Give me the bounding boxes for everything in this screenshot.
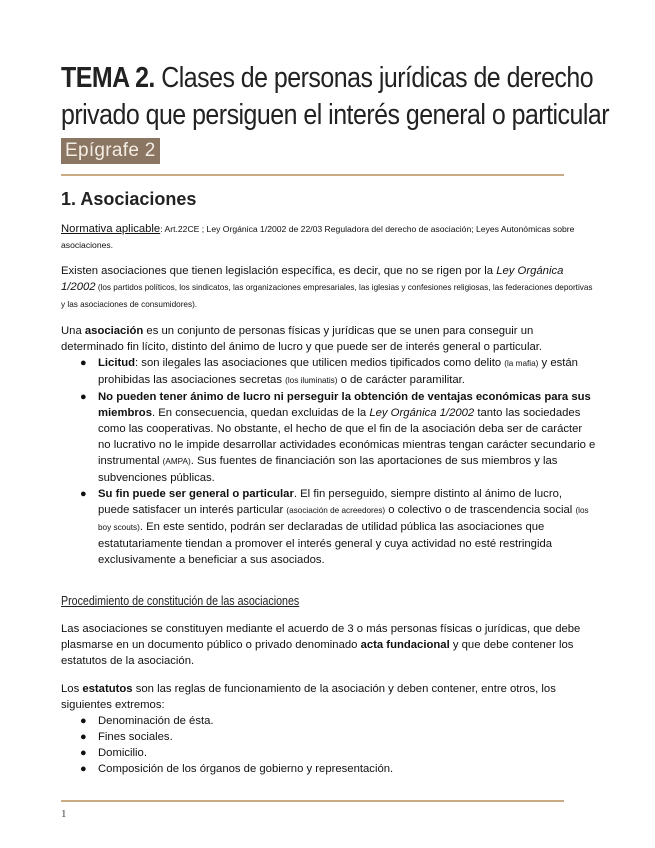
bullet-icon: ● — [80, 763, 87, 775]
paragraph-constitucion — [61, 621, 596, 669]
proc-p2-text-c: son las reglas de funcionamiento de la asociación y deben contener, entre otros, los siguientes extremos: — [61, 683, 556, 711]
bullet-icon: ● — [80, 731, 87, 743]
p1-small: (los partidos políticos, los sindicatos, las organizaciones empresariales, las iglesias y confesiones religiosas, las federaciones deportivas y las asociaciones de consumidores). — [61, 283, 593, 309]
proc-p2-term: estatutos — [82, 683, 133, 695]
item-text: tanto las sociedades como las cooperativas. No obstante, el hecho de que el fin de la asociación deba ser de carácter no lucrativo no le impide desarrollar actividades económicas mientras tengan carácter secundario e instrumental — [98, 407, 596, 467]
page-title — [61, 60, 610, 134]
footer-divider — [61, 800, 564, 802]
page-number: 1 — [61, 808, 67, 820]
epigrafe-badge: Epígrafe 2 — [61, 138, 160, 164]
estatutos-list — [61, 713, 596, 777]
item-small: (los boy scouts) — [98, 506, 589, 532]
item-text: . En consecuencia, quedan excluidas de la — [152, 407, 370, 419]
paragraph-definicion — [61, 323, 596, 355]
normativa-paragraph — [61, 221, 596, 253]
subsection-heading-procedimiento: Procedimiento de constitución de las asociaciones — [61, 593, 300, 608]
item-text: . Sus fuentes de financiación son las aportaciones de sus miembros y las subvenciones públicas. — [98, 455, 558, 484]
list-item — [61, 713, 596, 729]
p1-law: Ley Orgánica 1/2002 — [61, 265, 564, 293]
list-item — [61, 355, 596, 389]
list-item — [61, 389, 596, 486]
section-heading-asociaciones: 1. Asociaciones — [61, 189, 197, 209]
proc-p1-text: Las asociaciones se constituyen mediante el acuerdo de 3 o más personas físicas o jurídicas, que debe plasmarse en un documento público o privado denominado — [61, 623, 581, 651]
p2-text-c: es un conjunto de personas físicas y jurídicas que se unen para conseguir un determinado fin lícito, distinto del ánimo de lucro y que puede ser de interés general o particular. — [61, 325, 543, 353]
list-item — [61, 486, 596, 568]
title-rest: Clases de personas jurídicas de derecho — [154, 62, 594, 94]
list-item — [61, 761, 596, 777]
item-bold: Su fin puede ser general o particular — [98, 488, 294, 500]
list-item-text: Fines sociales. — [98, 731, 173, 743]
paragraph-estatutos — [61, 681, 596, 713]
title-bold: TEMA 2. — [61, 62, 155, 94]
bullet-icon: ● — [80, 357, 87, 369]
item-text: . En este sentido, podrán ser declaradas de utilidad pública las asociaciones que estatutariamente tiendan a promover el interés general y cuya actividad no esté restringida exclusivamente a beneficiar a sus asociados. — [98, 521, 553, 566]
paragraph-legislacion — [61, 263, 596, 313]
list-item-text: Domicilio. — [98, 747, 147, 759]
list-item-text: Composición de los órganos de gobierno y representación. — [98, 763, 394, 775]
list-item — [61, 745, 596, 761]
p2-text-a: Una — [61, 325, 85, 337]
bullet-icon: ● — [80, 715, 87, 727]
bullet-icon: ● — [80, 747, 87, 759]
characteristics-list — [61, 355, 596, 568]
item-text: : son ilegales las asociaciones que utilicen medios tipificados como delito — [135, 357, 505, 369]
proc-p1-text-c: y que debe contener los estatutos de la asociación. — [61, 639, 574, 667]
item-small: (AMPA) — [162, 457, 191, 466]
item-text: o colectivo o de trascendencia social — [385, 504, 576, 516]
item-small: (asociación de acreedores) — [286, 506, 386, 515]
p2-term: asociación — [84, 325, 144, 337]
item-text: o de carácter paramilitar. — [337, 374, 465, 386]
item-small: (la mafia) — [504, 359, 539, 368]
header-divider — [61, 174, 564, 176]
p1-text: Existen asociaciones que tienen legislación específica, es decir, que no se rigen por la — [61, 265, 497, 277]
bullet-icon: ● — [80, 391, 87, 403]
normativa-label: Normativa aplicable — [61, 223, 161, 235]
item-text: y están prohibidas las asociaciones secretas — [98, 357, 578, 386]
bullet-icon: ● — [80, 488, 87, 500]
proc-p1-term: acta fundacional — [360, 639, 450, 651]
title-line2: privado que persiguen el interés general o particular — [61, 99, 610, 131]
item-small: (los iluminatis) — [285, 376, 338, 385]
item-law: Ley Orgánica 1/2002 — [369, 407, 475, 419]
item-bold: No pueden tener ánimo de lucro ni perseguir la obtención de ventajas económicas para sus miembros — [98, 391, 591, 419]
list-item-text: Denominación de ésta. — [98, 715, 214, 727]
normativa-text: : Art.22CE ; Ley Orgánica 1/2002 de 22/03 Reguladora del derecho de asociación; Leyes Autonómicas sobre asociaciones. — [61, 224, 575, 250]
proc-p2-text: Los — [61, 683, 83, 695]
item-bold: Licitud — [98, 357, 136, 369]
list-item — [61, 729, 596, 745]
item-text: . El fin perseguido, siempre distinto al ánimo de lucro, puede satisfacer un interés particular — [98, 488, 562, 516]
